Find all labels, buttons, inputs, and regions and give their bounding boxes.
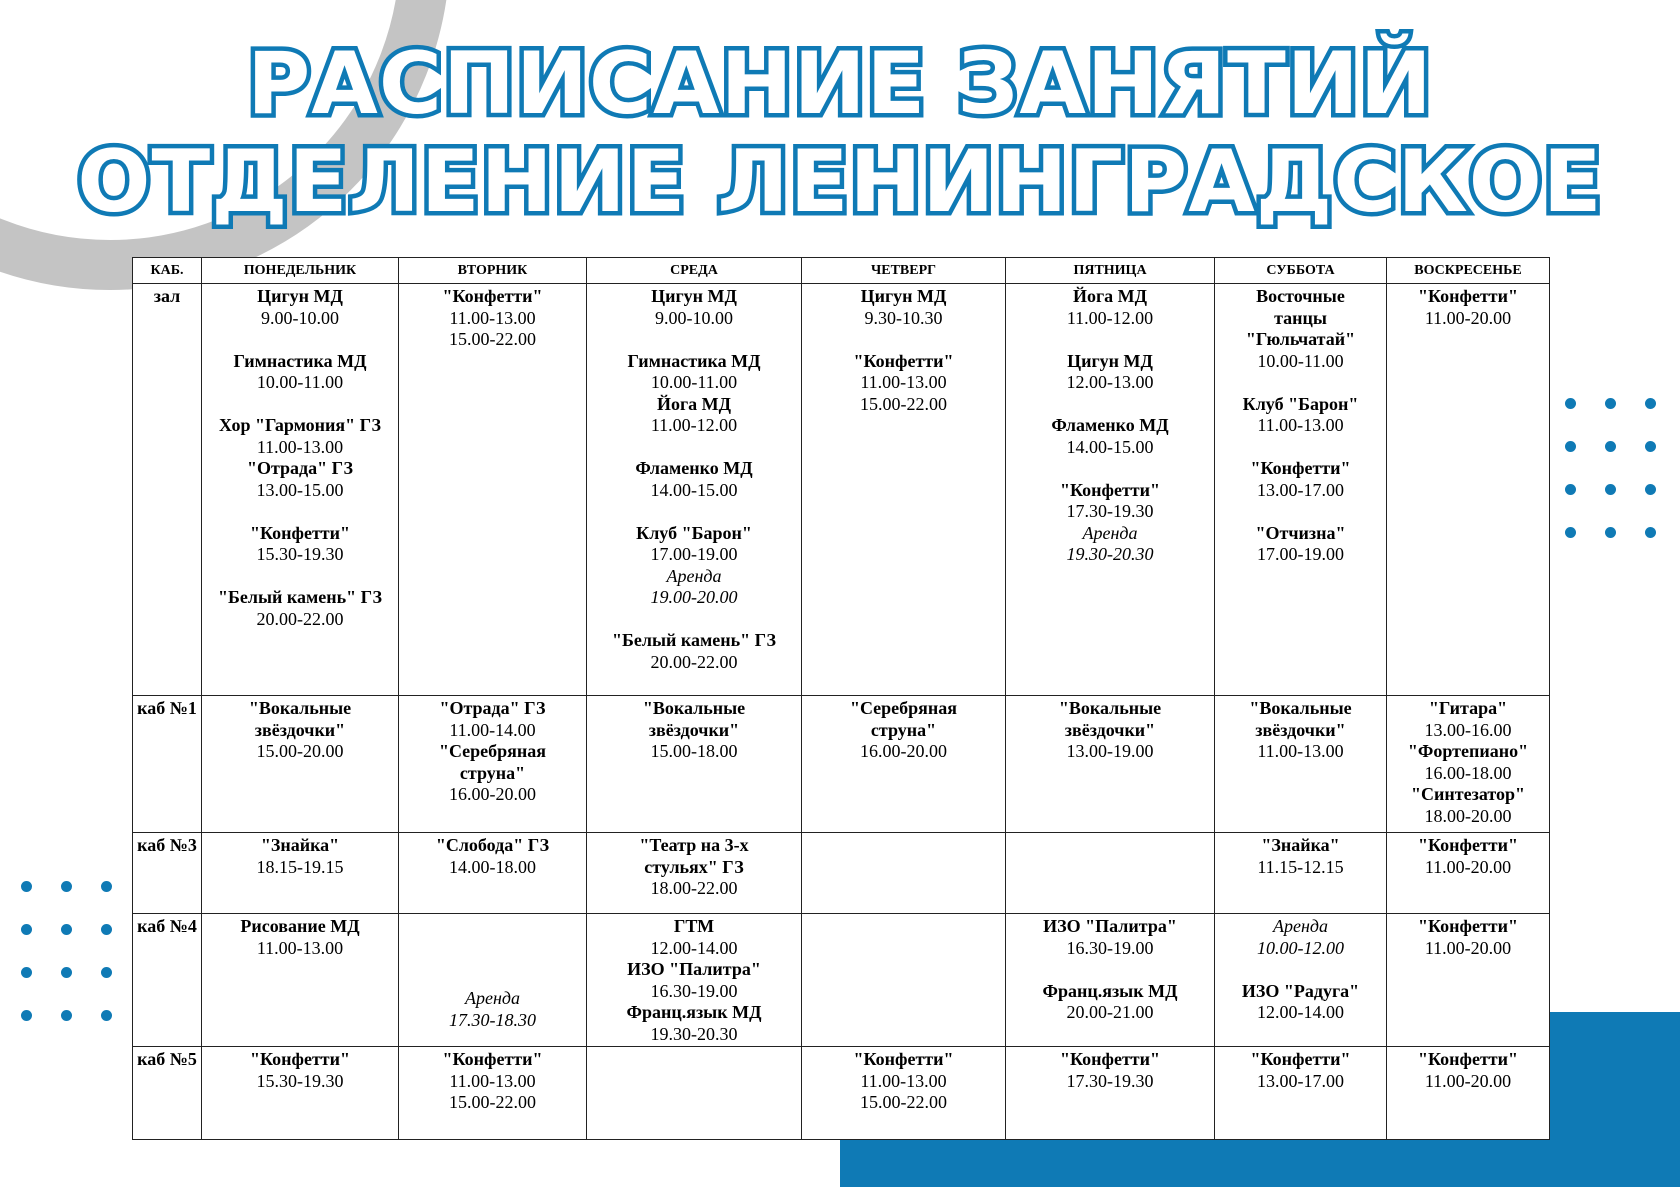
activity-time: 17.00-19.00 <box>650 544 738 564</box>
activity-time: 17.30-19.30 <box>1066 501 1154 521</box>
activity-time: 11.00-13.00 <box>1257 741 1344 761</box>
activity-name: "Конфетти" <box>1417 1049 1518 1069</box>
decorative-dots-right <box>1565 398 1657 538</box>
rental-entry: 19.00-20.00 <box>650 587 738 607</box>
decorative-dot <box>61 881 72 892</box>
cell-room1-sunday <box>1387 696 1550 833</box>
spacer <box>589 609 799 631</box>
activity-name: "Знайка" <box>1261 835 1340 855</box>
cell-room5-friday <box>1006 1047 1215 1140</box>
spacer <box>204 329 396 351</box>
decorative-dot <box>21 967 32 978</box>
activity-time: 11.00-13.00 <box>1257 415 1344 435</box>
activity-name: "Конфетти" <box>442 286 543 306</box>
cell-room3-monday <box>202 833 399 914</box>
activity-time: 20.00-22.00 <box>650 651 738 672</box>
cell-room5-tuesday <box>399 1047 587 1140</box>
decorative-dot <box>1605 484 1616 495</box>
activity-name: Йога МД <box>1072 286 1148 306</box>
rental-entry: 17.30-18.30 <box>449 1009 536 1030</box>
activity-time: 11.00-12.00 <box>1066 307 1154 328</box>
spacer <box>204 501 396 523</box>
activity-time: 16.30-19.00 <box>650 980 738 1001</box>
header-monday: ПОНЕДЕЛЬНИК <box>202 258 399 284</box>
header-saturday: СУББОТА <box>1215 258 1387 284</box>
cell-room4-tuesday <box>399 914 587 1047</box>
activity-time: 13.00-17.00 <box>1257 479 1344 500</box>
activity-name: "Серебряная <box>849 698 958 718</box>
table-row-room-4 <box>133 914 1550 1047</box>
cell-room5-wednesday <box>587 1047 802 1140</box>
activity-name: "Конфетти" <box>1059 1049 1160 1069</box>
cell-hall-tuesday <box>399 284 587 696</box>
cell-room4-wednesday <box>587 914 802 1047</box>
activity-name: "Конфетти" <box>853 350 954 371</box>
cell-room4-thursday <box>802 914 1006 1047</box>
activity-name: "Гюльчатай" <box>1245 329 1356 349</box>
rental-entry: Аренда <box>1082 522 1138 543</box>
decorative-dot <box>1645 484 1656 495</box>
spacer <box>401 952 584 988</box>
activity-name: "Конфетти" <box>1417 916 1518 936</box>
decorative-dot <box>1605 441 1616 452</box>
cell-room3-tuesday <box>399 833 587 914</box>
activity-time: 14.00-15.00 <box>1066 436 1154 457</box>
activity-name: "Конфетти" <box>853 1049 954 1069</box>
decorative-dot <box>1605 527 1616 538</box>
decorative-dot <box>1565 484 1576 495</box>
decorative-dot <box>61 1010 72 1021</box>
activity-time: 12.00-14.00 <box>650 937 738 958</box>
header-room: КАБ. <box>133 258 202 284</box>
activity-time: 20.00-22.00 <box>256 608 344 629</box>
activity-name: Цигун МД <box>860 286 947 306</box>
activity-time: 13.00-19.00 <box>1066 741 1154 761</box>
activity-name: струна" <box>459 762 526 783</box>
activity-name: "Серебряная <box>438 741 547 761</box>
cell-room5-thursday <box>802 1047 1006 1140</box>
activity-time: 11.00-13.00 <box>256 937 344 958</box>
spacer <box>204 394 396 416</box>
header-tuesday: ВТОРНИК <box>399 258 587 284</box>
activity-name: "Белый камень" ГЗ <box>217 587 383 607</box>
spacer <box>1008 959 1212 981</box>
activity-name: "Синтезатор" <box>1411 784 1525 804</box>
activity-time: 12.00-13.00 <box>1066 372 1154 392</box>
activity-name: Франц.язык МД <box>1042 980 1178 1001</box>
activity-time: 11.15-12.15 <box>1257 856 1344 877</box>
activity-time: 16.00-20.00 <box>449 784 536 804</box>
activity-time: 16.00-18.00 <box>1424 762 1512 783</box>
spacer <box>589 501 799 523</box>
room-cell: каб №4 <box>133 914 202 1047</box>
activity-name: Хор "Гармония" ГЗ <box>219 415 381 435</box>
cell-room5-sunday <box>1387 1047 1550 1140</box>
cell-hall-monday <box>202 284 399 696</box>
activity-time: 13.00-15.00 <box>256 479 344 500</box>
activity-time: 15.30-19.30 <box>256 1070 344 1091</box>
decorative-dot <box>101 881 112 892</box>
activity-time: 13.00-17.00 <box>1257 1070 1344 1091</box>
activity-time: 15.30-19.30 <box>256 544 344 564</box>
activity-name: Клуб "Барон" <box>636 522 752 543</box>
activity-time: 15.00-22.00 <box>860 1092 947 1112</box>
table-row-room-1 <box>133 696 1550 833</box>
spacer <box>1008 329 1212 351</box>
activity-name: "Вокальные <box>1249 698 1352 718</box>
activity-time: 11.00-13.00 <box>256 436 344 457</box>
decorative-dot <box>21 881 32 892</box>
cell-room4-friday <box>1006 914 1215 1047</box>
header-row <box>133 258 1550 284</box>
page-title-line-2: ОТДЕЛЕНИЕ ЛЕНИНГРАДСКОЕ <box>77 132 1603 232</box>
activity-time: 11.00-12.00 <box>650 415 738 435</box>
spacer <box>589 437 799 459</box>
activity-time: 20.00-21.00 <box>1066 1002 1154 1022</box>
rental-entry: 19.30-20.30 <box>1066 544 1154 564</box>
decorative-dot <box>61 967 72 978</box>
activity-name: Рисование МД <box>240 916 360 936</box>
activity-name: ИЗО "Палитра" <box>1043 916 1177 936</box>
cell-room3-friday <box>1006 833 1215 914</box>
cell-room4-sunday <box>1387 914 1550 1047</box>
activity-time: 16.30-19.00 <box>1066 937 1154 958</box>
activity-name: Фламенко МД <box>635 458 753 478</box>
activity-name: "Белый камень" ГЗ <box>611 630 777 650</box>
activity-name: Цигун МД <box>257 286 343 306</box>
activity-name: "Конфетти" <box>249 522 350 543</box>
spacer <box>401 916 584 952</box>
activity-time: 11.00-20.00 <box>1424 307 1512 328</box>
activity-name: "Отрада" ГЗ <box>439 698 546 718</box>
spacer <box>589 329 799 351</box>
activity-name: "Конфетти" <box>1059 479 1160 500</box>
activity-time: 17.30-19.30 <box>1066 1070 1154 1091</box>
activity-name: Франц.язык МД <box>626 1002 762 1022</box>
cell-room4-saturday <box>1215 914 1387 1047</box>
cell-room1-monday <box>202 696 399 833</box>
activity-time: 11.00-14.00 <box>449 719 536 740</box>
activity-name: "Отчизна" <box>1255 522 1346 543</box>
decorative-dot <box>1565 398 1576 409</box>
activity-time: 18.15-19.15 <box>256 856 344 877</box>
activity-time: 11.00-20.00 <box>1424 937 1512 958</box>
activity-time: 12.00-14.00 <box>1257 1002 1344 1022</box>
cell-room5-monday <box>202 1047 399 1140</box>
cell-hall-friday <box>1006 284 1215 696</box>
activity-time: 14.00-18.00 <box>449 856 536 877</box>
activity-time: 14.00-15.00 <box>650 479 738 500</box>
spacer <box>1008 458 1212 480</box>
cell-room3-thursday <box>802 833 1006 914</box>
header-thursday: ЧЕТВЕРГ <box>802 258 1006 284</box>
activity-time: 9.00-10.00 <box>655 307 733 328</box>
activity-time: 11.00-13.00 <box>860 372 947 392</box>
cell-room1-saturday <box>1215 696 1387 833</box>
activity-time: 17.00-19.00 <box>1257 544 1344 564</box>
cell-room1-tuesday <box>399 696 587 833</box>
decorative-dot <box>1645 441 1656 452</box>
spacer <box>204 566 396 588</box>
cell-room1-friday <box>1006 696 1215 833</box>
decorative-dots-left <box>21 881 113 1021</box>
room-cell: каб №5 <box>133 1047 202 1140</box>
activity-name: Гимнастика МД <box>627 350 761 371</box>
activity-name: "Фортепиано" <box>1407 741 1529 761</box>
rental-entry: Аренда <box>666 565 722 586</box>
room-cell: каб №1 <box>133 696 202 833</box>
activity-name: звёздочки" <box>1064 719 1156 740</box>
activity-name: "Конфетти" <box>442 1049 543 1069</box>
activity-name: "Вокальные <box>642 698 746 718</box>
activity-time: 18.00-22.00 <box>650 878 738 898</box>
cell-room4-monday <box>202 914 399 1047</box>
activity-time: 15.00-22.00 <box>449 329 536 349</box>
decorative-dot <box>61 924 72 935</box>
activity-time: 11.00-13.00 <box>449 1070 536 1091</box>
activity-time: 15.00-18.00 <box>650 741 738 761</box>
spacer <box>1217 372 1384 394</box>
schedule-table <box>132 257 1550 1140</box>
spacer <box>1008 394 1212 416</box>
decorative-dot <box>1645 527 1656 538</box>
page-title-line-1: РАСПИСАНИЕ ЗАНЯТИЙ <box>247 34 1433 134</box>
spacer <box>804 329 1003 351</box>
activity-name: Восточные <box>1256 286 1345 306</box>
activity-time: 11.00-20.00 <box>1424 856 1512 877</box>
spacer <box>1217 437 1384 459</box>
activity-name: ИЗО "Радуга" <box>1241 980 1360 1001</box>
header-sunday: ВОСКРЕСЕНЬЕ <box>1387 258 1550 284</box>
activity-time: 11.00-20.00 <box>1424 1070 1512 1091</box>
activity-name: Цигун МД <box>651 286 737 306</box>
cell-room3-sunday <box>1387 833 1550 914</box>
activity-time: 15.00-22.00 <box>860 393 947 414</box>
activity-name: "Слобода" ГЗ <box>435 835 550 855</box>
activity-name: звёздочки" <box>254 719 346 740</box>
activity-name: "Отрада" ГЗ <box>246 458 354 478</box>
activity-name: Йога МД <box>656 393 732 414</box>
activity-time: 16.00-20.00 <box>860 741 947 761</box>
activity-name: Клуб "Барон" <box>1242 393 1359 414</box>
activity-time: 13.00-16.00 <box>1424 719 1512 740</box>
spacer <box>1217 959 1384 981</box>
cell-hall-saturday <box>1215 284 1387 696</box>
activity-name: струна" <box>870 719 937 740</box>
table-row-hall <box>133 284 1550 696</box>
activity-name: Гимнастика МД <box>233 350 367 371</box>
activity-name: ИЗО "Палитра" <box>627 959 761 979</box>
table-row-room-3 <box>133 833 1550 914</box>
activity-name: ГТМ <box>673 916 715 936</box>
decorative-dot <box>1605 398 1616 409</box>
activity-name: "Конфетти" <box>1250 1049 1351 1069</box>
table-row-room-5 <box>133 1047 1550 1140</box>
decorative-dot <box>21 1010 32 1021</box>
cell-hall-wednesday <box>587 284 802 696</box>
header-friday: ПЯТНИЦА <box>1006 258 1215 284</box>
cell-room5-saturday <box>1215 1047 1387 1140</box>
activity-time: 15.00-20.00 <box>256 741 344 761</box>
activity-time: 15.00-22.00 <box>449 1092 536 1112</box>
activity-time: 19.30-20.30 <box>650 1023 738 1044</box>
decorative-dot <box>1565 441 1576 452</box>
activity-time: 11.00-13.00 <box>860 1070 947 1091</box>
header-wednesday: СРЕДА <box>587 258 802 284</box>
activity-name: "Театр на 3-х <box>639 835 749 855</box>
decorative-dot <box>101 924 112 935</box>
activity-name: "Знайка" <box>260 835 340 855</box>
activity-time: 9.30-10.30 <box>864 307 943 328</box>
rental-entry: 10.00-12.00 <box>1257 937 1344 958</box>
activity-name: стульях" ГЗ <box>644 856 744 877</box>
activity-name: танцы <box>1274 307 1327 328</box>
activity-name: Цигун МД <box>1067 350 1153 371</box>
cell-room1-thursday <box>802 696 1006 833</box>
activity-name: звёздочки" <box>1255 719 1346 740</box>
cell-hall-sunday <box>1387 284 1550 696</box>
activity-time: 10.00-11.00 <box>650 372 738 392</box>
cell-room3-saturday <box>1215 833 1387 914</box>
activity-name: звёздочки" <box>648 719 740 740</box>
activity-name: "Конфетти" <box>1417 835 1518 855</box>
rental-entry: Аренда <box>464 988 521 1008</box>
decorative-dot <box>101 967 112 978</box>
rental-entry: Аренда <box>1272 916 1329 936</box>
activity-name: "Гитара" <box>1428 698 1508 718</box>
room-cell: зал <box>133 284 202 696</box>
activity-name: "Конфетти" <box>249 1049 350 1069</box>
activity-time: 10.00-11.00 <box>256 372 344 392</box>
decorative-dot <box>1565 527 1576 538</box>
activity-time: 11.00-13.00 <box>449 307 536 328</box>
activity-time: 9.00-10.00 <box>261 307 339 328</box>
activity-name: "Вокальные <box>1058 698 1162 718</box>
decorative-dot <box>101 1010 112 1021</box>
spacer <box>1217 501 1384 523</box>
activity-time: 10.00-11.00 <box>1257 350 1344 371</box>
activity-name: "Вокальные <box>248 698 352 718</box>
cell-room1-wednesday <box>587 696 802 833</box>
activity-name: "Конфетти" <box>1250 458 1351 478</box>
activity-name: Фламенко МД <box>1051 415 1169 435</box>
cell-room3-wednesday <box>587 833 802 914</box>
activity-name: "Конфетти" <box>1417 286 1518 306</box>
decorative-dot <box>1645 398 1656 409</box>
activity-time: 18.00-20.00 <box>1424 805 1512 826</box>
cell-hall-thursday <box>802 284 1006 696</box>
room-cell: каб №3 <box>133 833 202 914</box>
decorative-dot <box>21 924 32 935</box>
